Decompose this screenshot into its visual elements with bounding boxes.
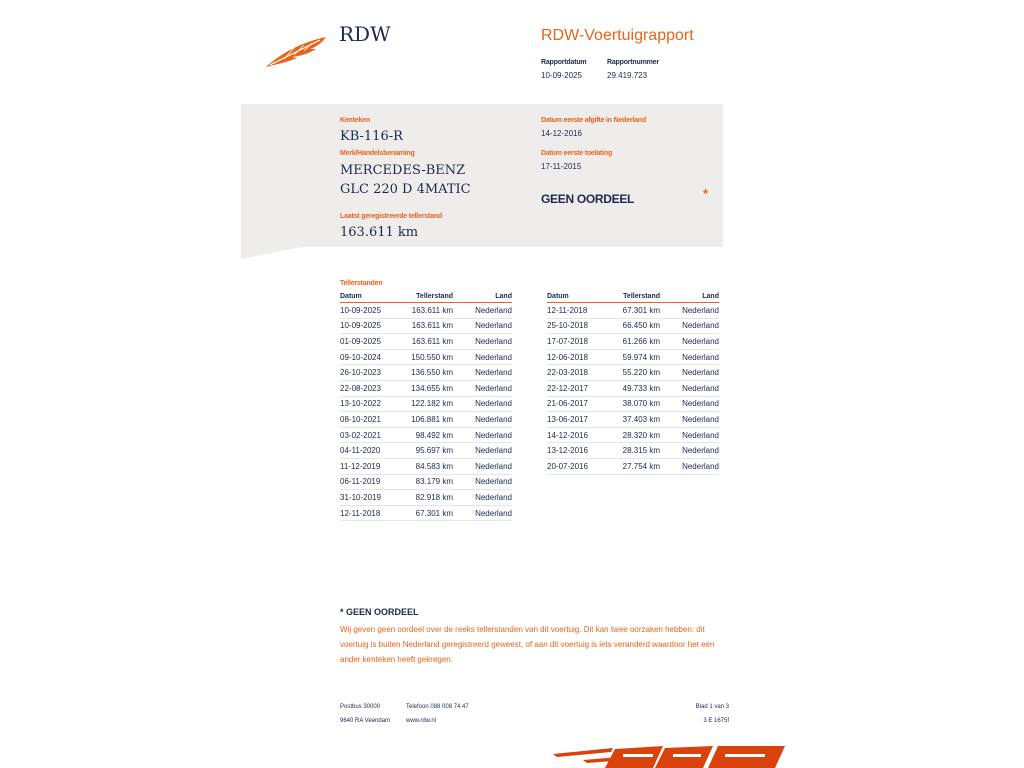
row-reading: 150.550 km <box>400 349 453 365</box>
row-country: Nederland <box>453 349 512 365</box>
row-reading: 98.492 km <box>400 427 453 443</box>
plate-label: Kenteken <box>340 117 370 124</box>
table-row <box>340 303 512 319</box>
table-row <box>340 505 512 521</box>
row-date: 26-10-2023 <box>340 365 400 381</box>
col-header-reading: Tellerstand <box>607 292 660 303</box>
row-date: 12-11-2018 <box>547 303 607 319</box>
vehicle-info-panel <box>241 104 723 247</box>
row-reading: 61.266 km <box>607 334 660 350</box>
row-reading: 49.733 km <box>607 380 660 396</box>
row-reading: 28.315 km <box>607 443 660 459</box>
first-admission-value: 17-11-2015 <box>541 162 582 171</box>
table-row <box>340 380 512 396</box>
col-header-country: Land <box>453 292 512 303</box>
footer-page-number: Blad 1 van 3 <box>695 704 729 710</box>
row-date: 22-12-2017 <box>547 380 607 396</box>
row-date: 04-11-2020 <box>340 443 400 459</box>
row-date: 06-11-2019 <box>340 474 400 490</box>
row-date: 01-09-2025 <box>340 334 400 350</box>
row-reading: 163.611 km <box>400 318 453 334</box>
row-date: 14-12-2016 <box>547 427 607 443</box>
row-reading: 134.655 km <box>400 380 453 396</box>
table-row <box>340 443 512 459</box>
table-row <box>340 490 512 506</box>
first-admission-label: Datum eerste toelating <box>541 150 613 157</box>
row-country: Nederland <box>660 396 719 412</box>
table-row <box>547 427 719 443</box>
footnote-title: * GEEN OORDEEL <box>340 607 419 617</box>
table-row <box>340 396 512 412</box>
row-country: Nederland <box>453 458 512 474</box>
row-country: Nederland <box>660 349 719 365</box>
col-header-date: Datum <box>340 292 400 303</box>
row-country: Nederland <box>453 505 512 521</box>
report-number-label: Rapportnummer <box>607 59 659 66</box>
row-reading: 95.697 km <box>400 443 453 459</box>
table-header-row <box>547 292 719 303</box>
row-reading: 84.583 km <box>400 458 453 474</box>
row-reading: 82.918 km <box>400 490 453 506</box>
row-date: 21-06-2017 <box>547 396 607 412</box>
row-country: Nederland <box>660 458 719 474</box>
report-date-label: Rapportdatum <box>541 59 587 66</box>
row-reading: 67.301 km <box>400 505 453 521</box>
row-date: 08-10-2021 <box>340 412 400 428</box>
row-reading: 122.182 km <box>400 396 453 412</box>
row-date: 12-06-2018 <box>547 349 607 365</box>
row-reading: 38.070 km <box>607 396 660 412</box>
row-country: Nederland <box>453 318 512 334</box>
row-date: 22-08-2023 <box>340 380 400 396</box>
verdict-value: GEEN OORDEEL <box>541 192 635 206</box>
footer-website-link[interactable]: www.rdw.nl <box>406 718 437 724</box>
table-row <box>547 365 719 381</box>
row-reading: 66.450 km <box>607 318 660 334</box>
row-country: Nederland <box>660 412 719 428</box>
table-row <box>547 458 719 474</box>
table-row <box>340 365 512 381</box>
row-date: 20-07-2016 <box>547 458 607 474</box>
footer-code: 3 E 1675f <box>703 718 729 724</box>
table-row <box>547 303 719 319</box>
row-country: Nederland <box>660 427 719 443</box>
col-header-reading: Tellerstand <box>400 292 453 303</box>
table-row <box>547 318 719 334</box>
row-date: 11-12-2019 <box>340 458 400 474</box>
rdw-stripes-decoration-icon <box>553 746 785 768</box>
report-title: RDW-Voertuigrapport <box>541 27 694 44</box>
row-country: Nederland <box>453 474 512 490</box>
first-nl-value: 14-12-2016 <box>541 129 582 138</box>
logo-text: RDW <box>339 22 391 46</box>
row-reading: 27.754 km <box>607 458 660 474</box>
report-number: 29.419.723 <box>607 71 648 80</box>
row-date: 13-12-2016 <box>547 443 607 459</box>
table-row <box>340 334 512 350</box>
row-country: Nederland <box>660 380 719 396</box>
first-nl-label: Datum eerste afgifte in Nederland <box>541 117 647 124</box>
row-reading: 28.320 km <box>607 427 660 443</box>
model-value: GLC 220 D 4MATIC <box>340 182 471 197</box>
row-country: Nederland <box>453 303 512 319</box>
report-date: 10-09-2025 <box>541 71 582 80</box>
row-reading: 67.301 km <box>607 303 660 319</box>
brand-label: Merk/Handelsbenaming <box>340 150 415 157</box>
table-row <box>340 427 512 443</box>
table-row <box>547 412 719 428</box>
table-row <box>340 474 512 490</box>
footer-address-line-1: Postbus 30000 <box>340 704 381 710</box>
row-country: Nederland <box>453 412 512 428</box>
row-country: Nederland <box>660 334 719 350</box>
footnote-body: Wij geven geen oordeel over de reeks tellerstanden van dit voertuig. Dit kan twee oorzaken hebben: dit voertuig is buiten Nederland geregistreerd geweest, of aan dit voertuig is iets veranderd waardoor het een ander kenteken heeft gekregen. <box>340 625 715 664</box>
panel-tab-decoration <box>241 247 301 259</box>
row-country: Nederland <box>660 443 719 459</box>
odometer-table-left <box>340 292 512 521</box>
table-row <box>547 380 719 396</box>
table-row <box>547 334 719 350</box>
row-reading: 163.611 km <box>400 334 453 350</box>
row-reading: 55.220 km <box>607 365 660 381</box>
row-country: Nederland <box>453 427 512 443</box>
row-country: Nederland <box>660 303 719 319</box>
table-row <box>340 458 512 474</box>
table-row <box>547 396 719 412</box>
row-reading: 83.179 km <box>400 474 453 490</box>
plate-value: KB-116-R <box>340 129 403 144</box>
odometer-table-right <box>547 292 719 475</box>
row-date: 17-07-2018 <box>547 334 607 350</box>
row-country: Nederland <box>453 334 512 350</box>
table-row <box>340 412 512 428</box>
table-header-row <box>340 292 512 303</box>
row-reading: 59.974 km <box>607 349 660 365</box>
row-reading: 106.881 km <box>400 412 453 428</box>
table-row <box>547 443 719 459</box>
row-country: Nederland <box>453 490 512 506</box>
table-row <box>547 349 719 365</box>
row-date: 10-09-2025 <box>340 303 400 319</box>
row-date: 13-10-2022 <box>340 396 400 412</box>
row-reading: 163.611 km <box>400 303 453 319</box>
row-country: Nederland <box>660 365 719 381</box>
row-date: 25-10-2018 <box>547 318 607 334</box>
row-date: 12-11-2018 <box>340 505 400 521</box>
brand-value: MERCEDES-BENZ <box>340 163 466 178</box>
row-date: 09-10-2024 <box>340 349 400 365</box>
row-date: 03-02-2021 <box>340 427 400 443</box>
footer-phone: Telefoon 088 008 74 47 <box>406 704 469 710</box>
col-header-country: Land <box>660 292 719 303</box>
footer-address-line-2: 9640 RA Veendam <box>340 718 391 724</box>
row-date: 31-10-2019 <box>340 490 400 506</box>
odometer-value: 163.611 km <box>340 225 419 240</box>
row-country: Nederland <box>660 318 719 334</box>
row-country: Nederland <box>453 380 512 396</box>
row-date: 13-06-2017 <box>547 412 607 428</box>
table-row <box>340 349 512 365</box>
row-country: Nederland <box>453 396 512 412</box>
row-country: Nederland <box>453 443 512 459</box>
row-country: Nederland <box>453 365 512 381</box>
odometer-label: Laatst geregistreerde tellerstand <box>340 213 442 220</box>
table-row <box>340 318 512 334</box>
row-reading: 37.403 km <box>607 412 660 428</box>
col-header-date: Datum <box>547 292 607 303</box>
row-reading: 136.550 km <box>400 365 453 381</box>
row-date: 22-03-2018 <box>547 365 607 381</box>
odometer-table-title: Tellerstanden <box>340 280 383 287</box>
rdw-feather-logo-icon <box>264 34 330 68</box>
verdict-asterisk: * <box>703 186 709 201</box>
row-date: 10-09-2025 <box>340 318 400 334</box>
